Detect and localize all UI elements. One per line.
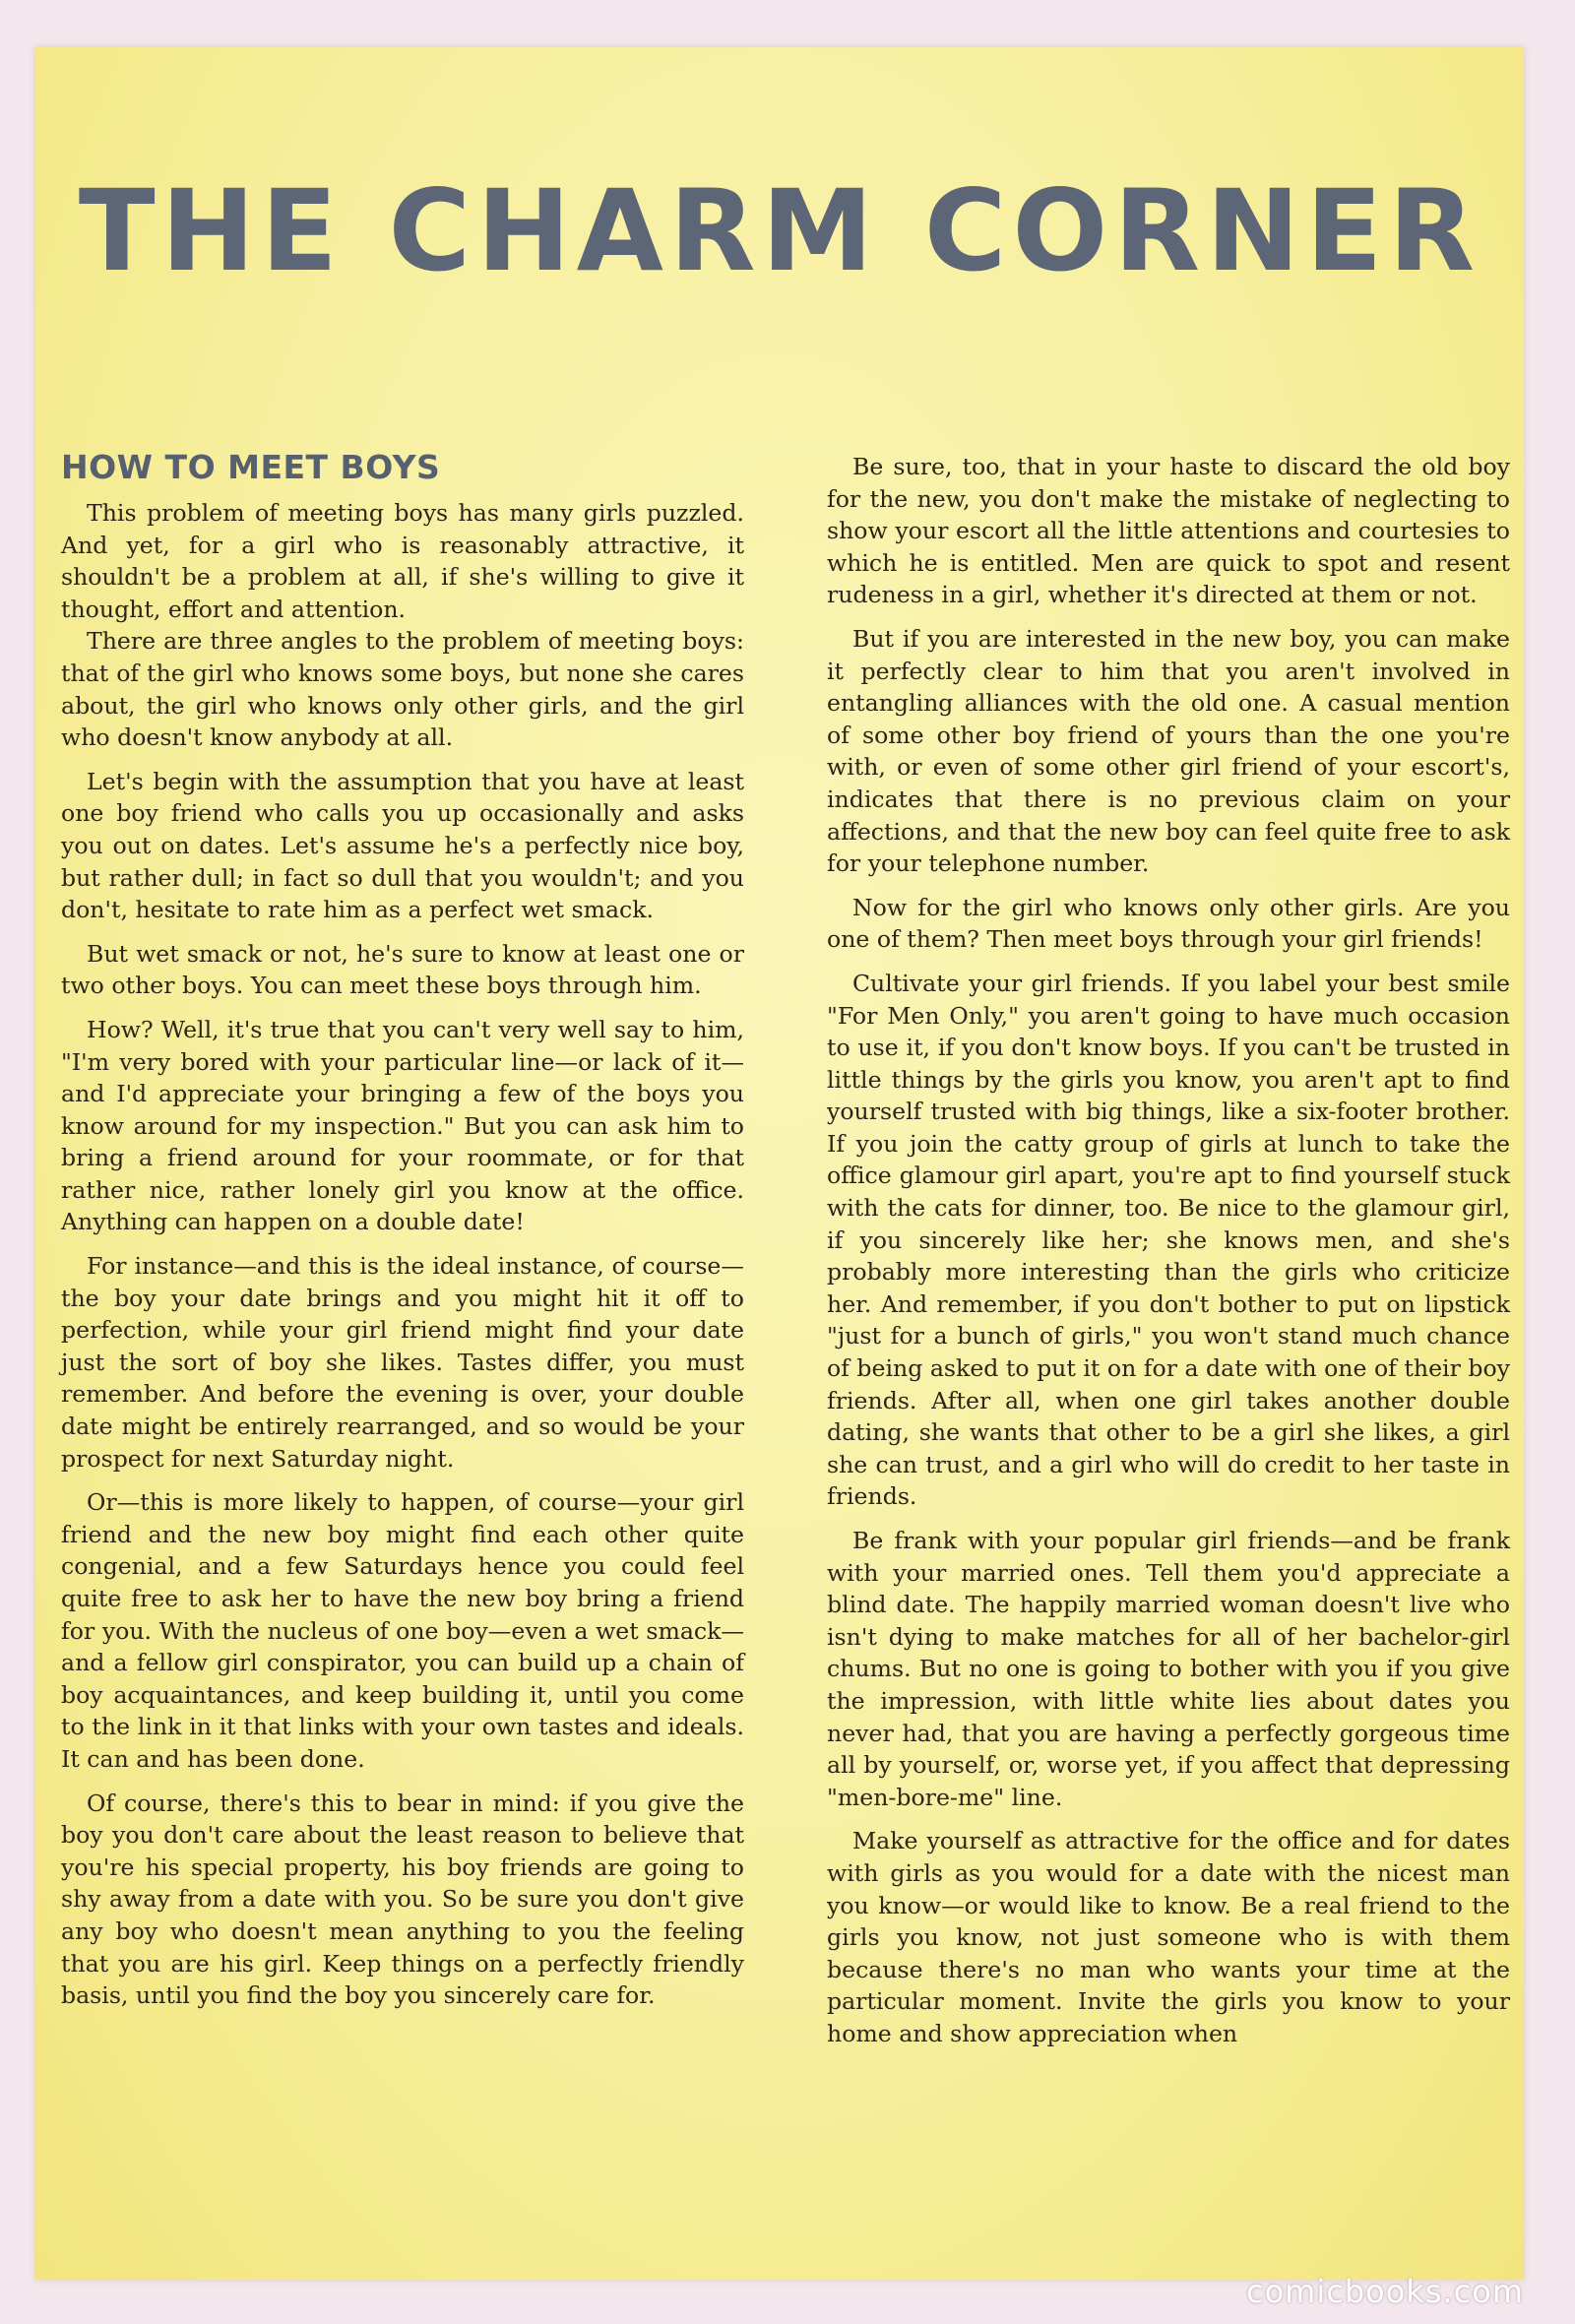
paragraph: Make yourself as attractive for the office and for dates with girls as you would for a date with the nicest man you know—or would like to know. Be a real friend to the girls you know, not just someone who is with them because there's no man who wants your time at the particular moment. Invite the girls you know to your home and show appreciation when <box>827 1827 1510 2047</box>
paragraph: Cultivate your girl friends. If you label your best smile "For Men Only," you aren't going to have much occasion to use it, if you don't know boys. If you can't be trusted in little things by the girls you know, you aren't apt to find yourself trusted with big things, like a six-footer brother. If you join the catty group of girls at lunch to take the office glamour girl apart, you're apt to find yourself stuck with the cats for dinner, too. Be nice to the glamour girl, if you sincerely like her; she knows men, and she's probably more interesting than the girls who criticize her. And remember, if you don't bother to put on lipstick "just for a bunch of girls," you won't stand much chance of being asked to put it on for a date with one of their boy friends. After all, when one girl takes another double dating, she wants that other to be a girl she likes, a girl she can trust, and a girl who will do credit to her taste in friends. <box>827 969 1510 1511</box>
right-column <box>827 451 1510 2062</box>
paragraph: Of course, there's this to bear in mind: if you give the boy you don't care about the least reason to believe that you're his special property, his boy friends are going to shy away from a date with you. So be sure you don't give any boy who doesn't mean anything to you the feeling that you are his girl. Keep things on a perfectly friendly basis, until you find the boy you sincerely care for. <box>61 1789 744 2010</box>
paragraph: Be frank with your popular girl friends—and be frank with your married ones. Tell them you'd appreciate a blind date. The happily married woman doesn't live who isn't dying to make matches for all of her bachelor-girl chums. But no one is going to bother with you if you give the impression, with little white lies about dates you never had, that you are having a perfectly gorgeous time all by yourself, or, worse yet, if you affect that depressing "men-bore-me" line. <box>827 1527 1510 1811</box>
paragraph: Be sure, too, that in your haste to discard the old boy for the new, you don't make the mistake of neglecting to show your escort all the little attentions and courtesies to which he is entitled. Men are quick to spot and resent rudeness in a girl, whether it's directed at them or not. <box>827 453 1510 609</box>
paragraph: But wet smack or not, he's sure to know at least one or two other boys. You can meet these boys through him. <box>61 939 744 1000</box>
paragraph: There are three angles to the problem of meeting boys: that of the girl who knows some boys, but none she cares about, the girl who knows only other girls, and the girl who doesn't know anybody at all. <box>61 627 744 752</box>
magazine-page <box>35 47 1524 2280</box>
paragraph: For instance—and this is the ideal instance, of course—the boy your date brings and you might hit it off to perfection, while your girl friend might find your date just the sort of boy she likes. Tastes differ, you must remember. And before the evening is over, your double date might be entirely rearranged, and so would be your prospect for next Saturday night. <box>61 1252 744 1473</box>
page-title: THE CHARM CORNER <box>78 165 1481 296</box>
left-column <box>61 436 744 2024</box>
paragraph: Or—this is more likely to happen, of course—your girl friend and the new boy might find each other quite congenial, and a few Saturdays hence you could feel quite free to ask her to have the new boy bring a friend for you. With the nucleus of one boy—even a wet smack—and a fellow girl conspirator, you can build up a chain of boy acquaintances, and keep building it, until you come to the link in it that links with your own tastes and ideals. It can and has been done. <box>61 1488 744 1773</box>
section-heading: HOW TO MEET BOYS <box>61 448 441 486</box>
paragraph: But if you are interested in the new boy, you can make it perfectly clear to him that you aren't involved in entangling alliances with the old one. A casual mention of some other boy friend of yours than the one you're with, or even of some other girl friend of your escort's, indicates that there is no previous claim on your affections, and that the new boy can feel quite free to ask for your telephone number. <box>827 624 1510 878</box>
paragraph: Let's begin with the assumption that you have at least one boy friend who calls you up occasionally and asks you out on dates. Let's assume he's a perfectly nice boy, but rather dull; in fact so dull that you wouldn't; and you don't, hesitate to rate him as a perfect wet smack. <box>61 767 744 924</box>
site-watermark: comicbooks.com <box>1245 2273 1524 2310</box>
paragraph: This problem of meeting boys has many girls puzzled. And yet, for a girl who is reasonably attractive, it shouldn't be a problem at all, if she's willing to give it thought, effort and attention. <box>61 499 744 623</box>
paragraph: Now for the girl who knows only other girls. Are you one of them? Then meet boys through your girl friends! <box>827 893 1510 954</box>
paragraph: How? Well, it's true that you can't very well say to him, "I'm very bored with your particular line—or lack of it—and I'd appreciate your bringing a few of the boys you know around for my inspection." But you can ask him to bring a friend around for your roommate, or for that rather nice, rather lonely girl you know at the office. Anything can happen on a double date! <box>61 1015 744 1236</box>
